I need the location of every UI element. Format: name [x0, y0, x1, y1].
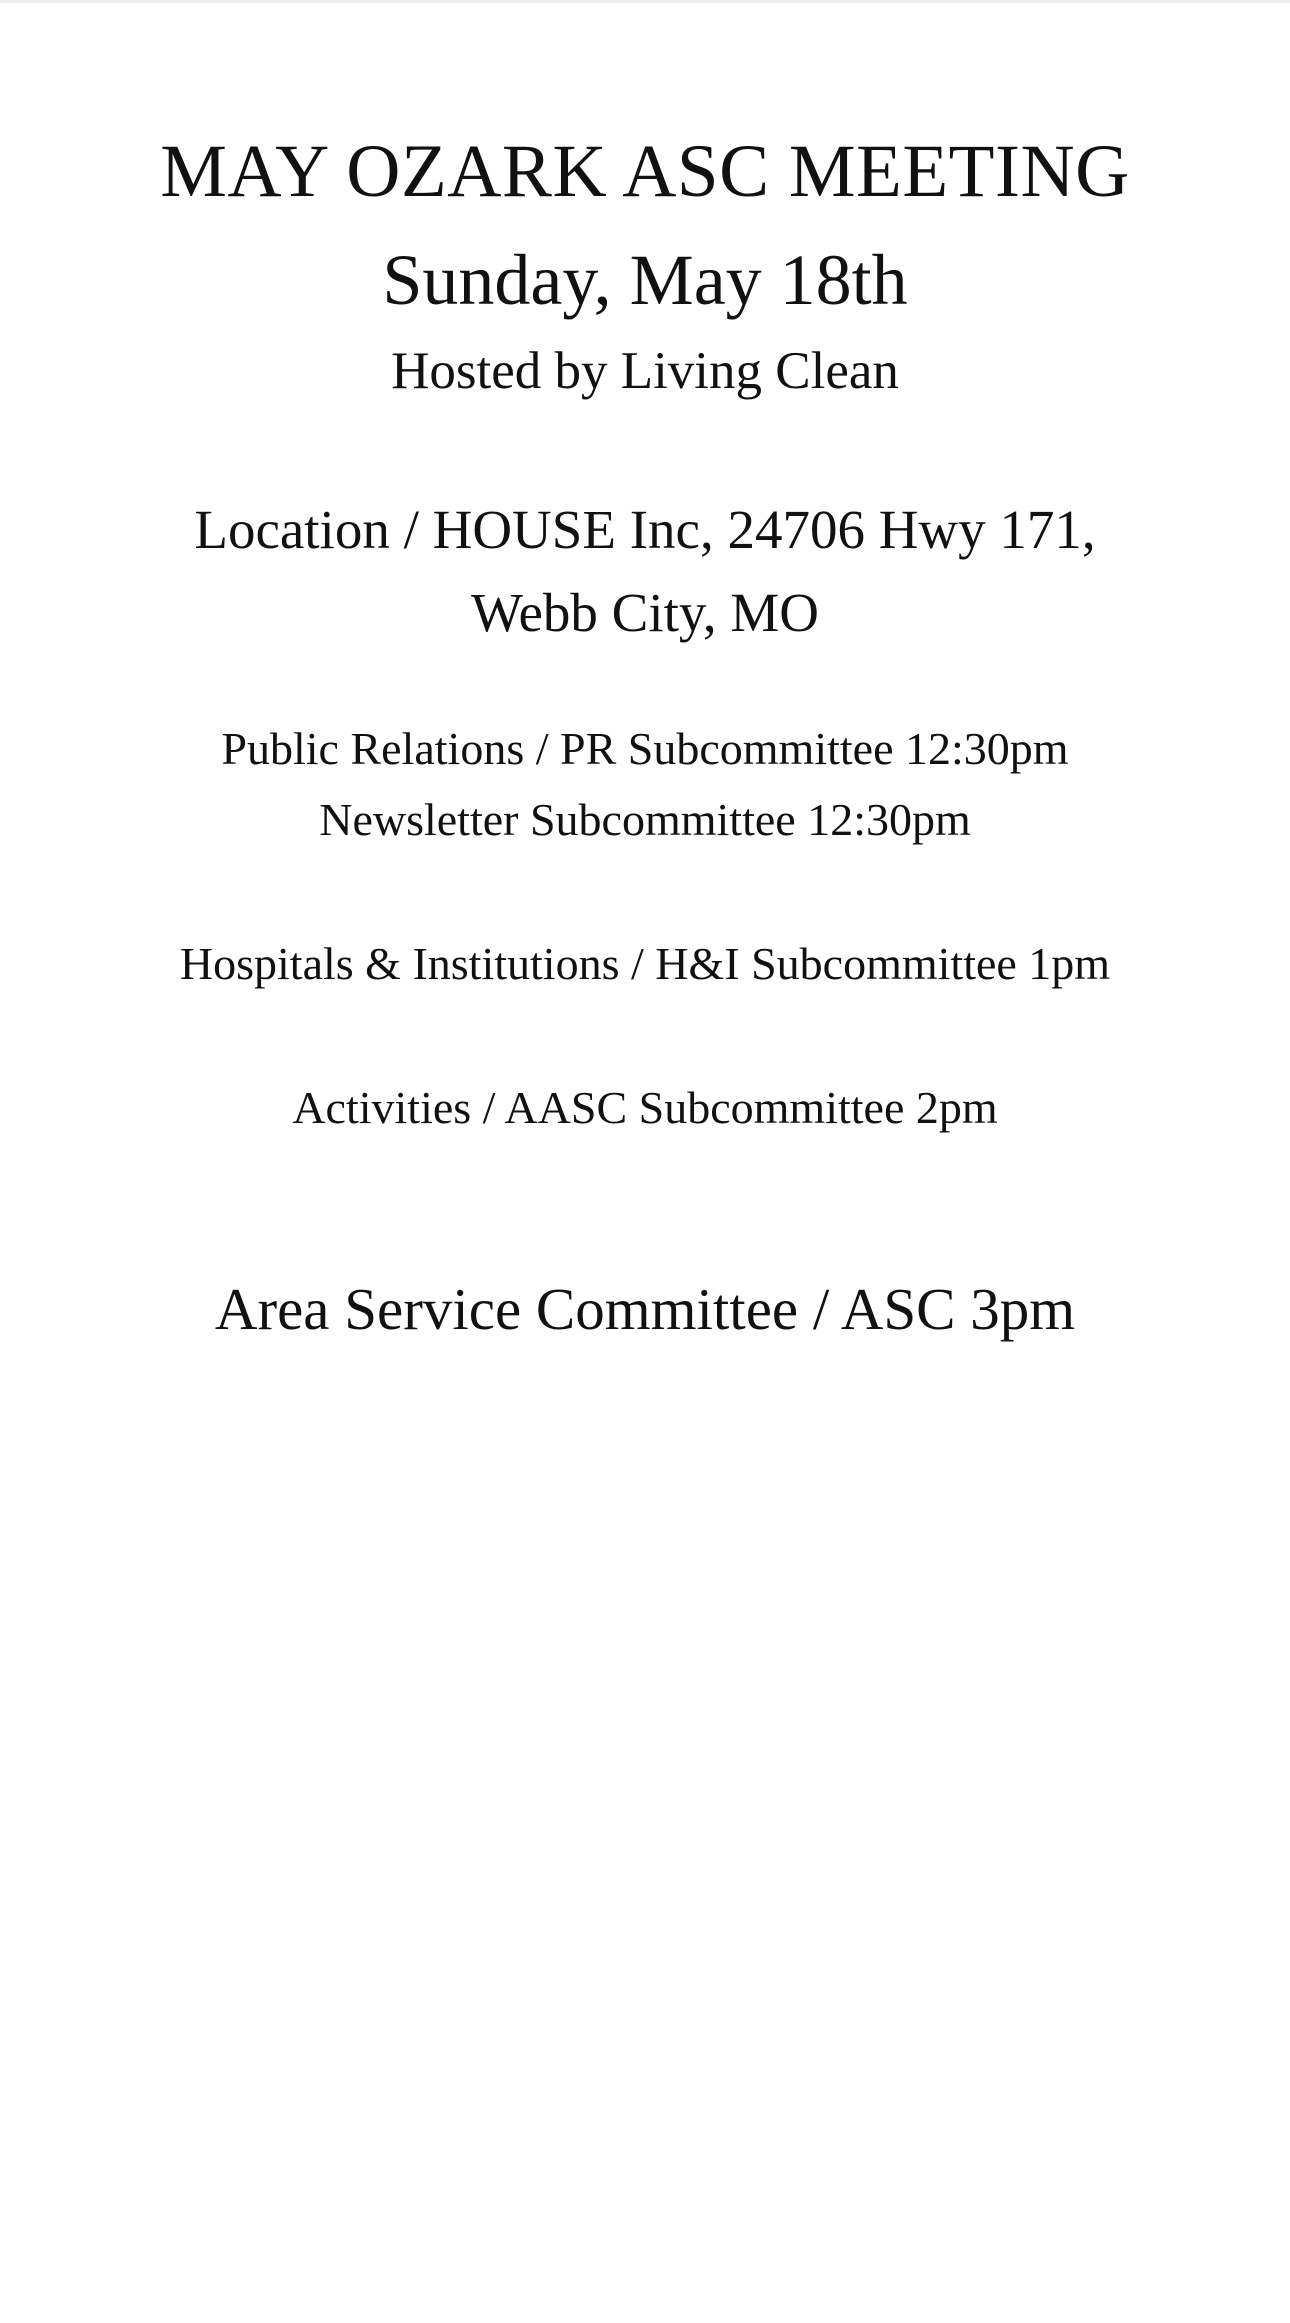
schedule-item-pr: Public Relations / PR Subcommittee 12:30pm: [221, 723, 1069, 774]
schedule-item-activities: Activities / AASC Subcommittee 2pm: [292, 1082, 998, 1133]
meeting-host: Hosted by Living Clean: [391, 342, 899, 400]
main-meeting-time: Area Service Committee / ASC 3pm: [214, 1276, 1076, 1342]
meeting-date: Sunday, May 18th: [382, 240, 908, 320]
location-line-1: Location / HOUSE Inc, 24706 Hwy 171,: [194, 499, 1096, 560]
location-line-2: Webb City, MO: [471, 582, 819, 643]
schedule-item-newsletter: Newsletter Subcommittee 12:30pm: [319, 794, 971, 845]
top-divider: [0, 0, 1290, 3]
schedule-item-hi: Hospitals & Institutions / H&I Subcommittee 1pm: [179, 938, 1111, 989]
meeting-title: MAY OZARK ASC MEETING: [160, 130, 1130, 213]
